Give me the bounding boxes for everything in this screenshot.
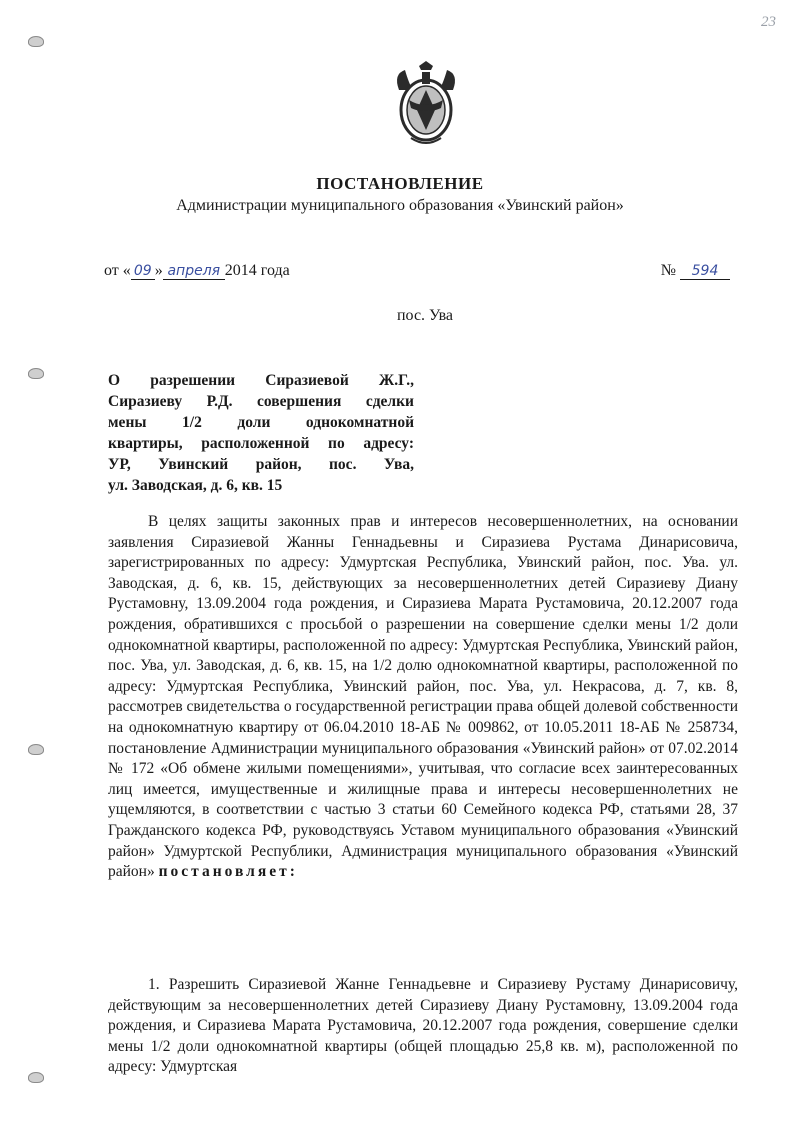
date-day: 09 [131,263,155,280]
place-of-issue: пос. Ува [396,307,454,324]
punch-hole-icon [28,36,44,47]
subject-line: Сиразиеву Р.Д. совершения сделки [108,393,414,410]
date-month: апреля [163,263,225,280]
document-subtitle: Администрации муниципального образования «Увинский район» [176,197,624,214]
resolves-phrase: постановляет: [158,863,298,881]
date-year: 2014 года [224,262,290,279]
document-title: ПОСТАНОВЛЕНИЕ [316,174,484,193]
subject-block [108,370,414,496]
subject-line: УР, Увинский район, пос. Ува, [108,456,414,473]
date-prefix: от « [104,262,131,279]
punch-hole-icon [28,368,44,379]
subject-line: О разрешении Сиразиевой Ж.Г., [108,372,414,389]
punch-hole-icon [28,744,44,755]
punch-hole-icon [28,1072,44,1083]
document-number-line [661,262,730,280]
document-number: 594 [680,263,730,280]
page-number-mark: 23 [761,14,776,30]
subject-line: мены 1/2 доли однокомнатной [108,414,414,431]
clause-1-paragraph: 1. Разрешить Сиразиевой Жанне Геннадьевне и Сиразиеву Рустаму Динарисовичу, действующим за несовершеннолетних детей Сиразиеву Диану Рустамовну, 13.09.2004 года рождения, и Сиразиева Марата Рустамовича, 20.12.2007 года рождения, совершение сделки мены 1/2 доли однокомнатной квартиры (общей площадью 25,8 кв. м), расположенной по адресу: Удмуртская [108,976,738,1076]
preamble-paragraph [108,512,738,883]
preamble-text: В целях защиты законных прав и интересов несовершеннолетних, на основании заявления Сиразиевой Жанны Геннадьевны и Сиразиева Рустама Динарисовича, зарегистрированных по адресу: Удмуртская Республика, Увинский район, пос. Ува. ул. Заводская, д. 6, кв. 15, действующих за несовершеннолетних детей Сиразиеву Диану Рустамовну, 13.09.2004 года рождения, и Сиразиева Марата Рустамовича, 20.12.2007 года рождения, обратившихся с просьбой о разрешении на совершение сделки мены 1/2 доли однокомнатной квартиры, расположенной по адресу: Удмуртская Республика, Увинский район, пос. Ува, ул. Заводская, д. 6, кв. 15, на 1/2 долю однокомнатной квартиры, расположенной по адресу: Удмуртская Республика, Увинский район, пос. Ува, ул. Некрасова, д. 7, кв. 8, рассмотрев свидетельства о государственной регистрации права общей долевой собственности на однокомнатную квартиру от 06.04.2010 18-АБ № 009862, от 10.05.2011 18-АБ № 258734, постановление Администрации муниципального образования «Увинский район» от 07.02.2014 № 172 «Об обмене жилыми помещениями», учитывая, что согласие всех заинтересованных лиц имеется, имущественные и жилищные права и интересы несовершеннолетних не ущемляются, в соответствии с частью 3 статьи 60 Семейного кодекса РФ, статьями 28, 37 Гражданского кодекса РФ, руководствуясь Уставом муниципального образования «Увинский район» Удмуртской Республики, Администрация муниципального образования «Увинский район» [108,513,738,881]
subject-line: ул. Заводская, д. 6, кв. 15 [108,477,283,494]
subject-line: квартиры, расположенной по адресу: [108,435,414,452]
date-line [104,262,290,280]
date-mid: » [154,262,163,279]
number-label: № [660,262,676,279]
coat-of-arms-icon [389,60,463,148]
